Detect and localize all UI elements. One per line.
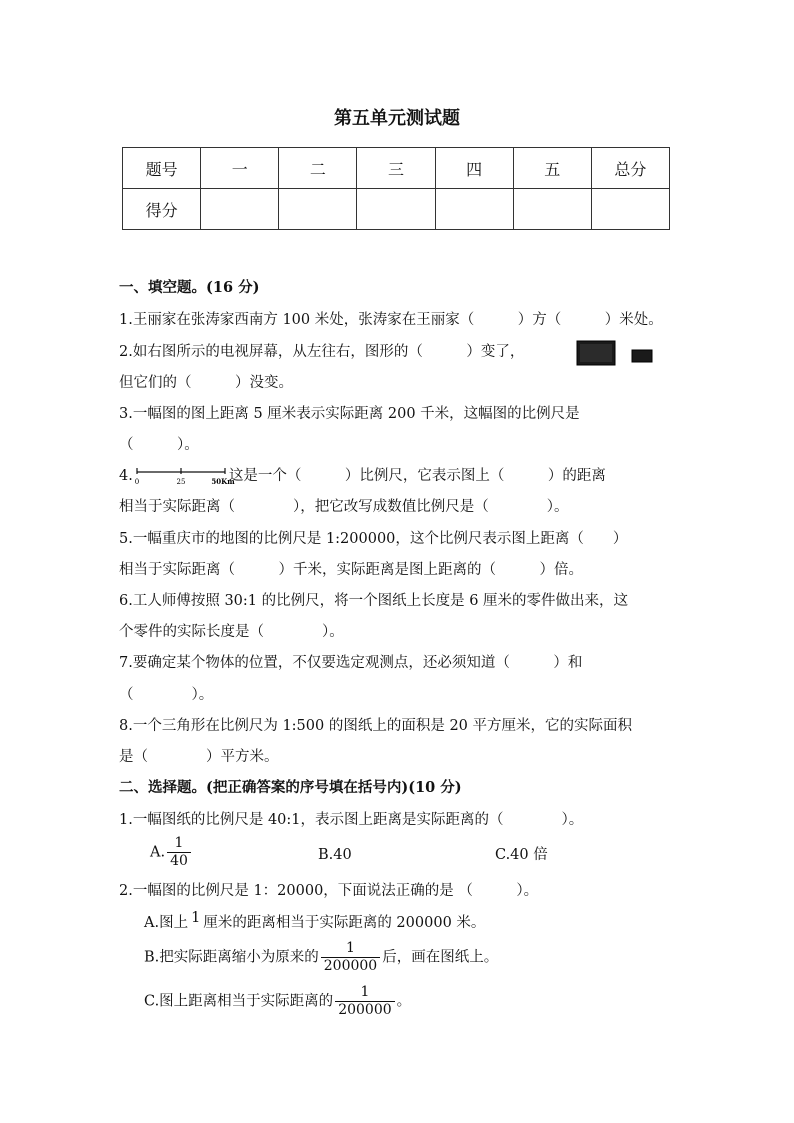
digit-one: 1 xyxy=(191,910,201,926)
tv-screens-figure xyxy=(576,340,654,366)
question-2-1: 1.一幅图纸的比例尺是 40:1，表示图上距离是实际距离的（ ）。 xyxy=(119,812,584,828)
score-cell[interactable] xyxy=(435,189,513,230)
fraction-denominator: 200000 xyxy=(321,957,380,975)
header-cell: 二 xyxy=(279,148,357,189)
question-1-7b: （ ）。 xyxy=(119,687,214,703)
option-text: A.图上 xyxy=(144,915,189,931)
option-b[interactable]: B.40 xyxy=(318,847,352,863)
option-text: 。 xyxy=(396,993,412,1010)
score-cell[interactable] xyxy=(279,189,357,230)
score-cell[interactable] xyxy=(513,189,591,230)
line-scale-figure xyxy=(133,466,235,486)
option-b[interactable] xyxy=(144,940,498,975)
question-1-2b: 但它们的（ ）没变。 xyxy=(119,375,293,391)
score-cell[interactable] xyxy=(357,189,435,230)
fraction-numerator: 1 xyxy=(360,984,370,1000)
score-cell[interactable] xyxy=(591,189,669,230)
header-cell: 一 xyxy=(201,148,279,189)
row-label: 得分 xyxy=(123,189,201,230)
header-cell: 题号 xyxy=(123,148,201,189)
fraction-denominator: 200000 xyxy=(335,1001,394,1019)
question-1-6a: 6.工人师傅按照 30:1 的比例尺，将一个图纸上长度是 6 厘米的零件做出来，这 xyxy=(119,593,629,609)
fraction xyxy=(321,940,380,975)
option-a[interactable] xyxy=(144,910,486,933)
score-cell[interactable] xyxy=(201,189,279,230)
score-table-score-row xyxy=(123,189,670,230)
question-1-8b: 是（ ）平方米。 xyxy=(119,749,279,765)
question-text: 这是一个（ ）比例尺，它表示图上（ ）的距离 xyxy=(228,468,606,484)
header-cell: 五 xyxy=(513,148,591,189)
option-c[interactable]: C.40 倍 xyxy=(495,847,548,863)
question-1-4b: 相当于实际距离（ ），把它改写成数值比例尺是（ ）。 xyxy=(119,499,569,515)
question-1-1: 1.王丽家在张涛家西南方 100 米处，张涛家在王丽家（ ）方（ ）米处。 xyxy=(119,312,663,328)
option-c[interactable] xyxy=(144,984,411,1019)
question-1-6b: 个零件的实际长度是（ ）。 xyxy=(119,624,344,640)
fraction xyxy=(167,835,191,870)
question-number: 4. xyxy=(119,468,133,484)
option-text: B.把实际距离缩小为原来的 xyxy=(144,949,319,966)
scale-label: 25 xyxy=(176,478,186,486)
section2-heading: 二、选择题。(把正确答案的序号填在括号内)(10 分) xyxy=(119,779,462,796)
score-table xyxy=(122,147,670,230)
question-1-7a: 7.要确定某个物体的位置，不仅要选定观测点，还必须知道（ ）和 xyxy=(119,655,583,671)
score-table-header-row xyxy=(123,148,670,189)
option-a[interactable] xyxy=(150,835,193,870)
option-text: 后，画在图纸上。 xyxy=(382,949,499,966)
small-tv-screen xyxy=(632,350,652,362)
question-1-3a: 3.一幅图的图上距离 5 厘米表示实际距离 200 千米，这幅图的比例尺是 xyxy=(119,406,580,422)
header-cell: 三 xyxy=(357,148,435,189)
fraction-denominator: 40 xyxy=(167,852,191,870)
large-tv-inner xyxy=(580,344,612,362)
fraction xyxy=(335,984,394,1019)
scale-label: 50Km xyxy=(211,477,235,486)
page-title: 第五单元测试题 xyxy=(334,108,460,129)
option-label: A. xyxy=(150,844,166,861)
fraction-numerator: 1 xyxy=(174,835,184,851)
question-1-5a: 5.一幅重庆市的地图的比例尺是 1:200000，这个比例尺表示图上距离（ ） xyxy=(119,531,628,547)
question-2-2: 2.一幅图的比例尺是 1：20000，下面说法正确的是 （ ）。 xyxy=(119,883,539,899)
question-1-4a xyxy=(119,466,606,486)
question-1-5b: 相当于实际距离（ ）千米，实际距离是图上距离的（ ）倍。 xyxy=(119,562,583,578)
option-text: 厘米的距离相当于实际距离的 200000 米。 xyxy=(203,915,486,931)
question-1-2a: 2.如右图所示的电视屏幕，从左往右，图形的（ ）变了， xyxy=(119,344,525,360)
fraction-numerator: 1 xyxy=(346,940,355,956)
question-1-8a: 8.一个三角形在比例尺为 1:500 的图纸上的面积是 20 平方厘米，它的实际面积 xyxy=(119,718,633,734)
header-cell: 总分 xyxy=(591,148,669,189)
section1-heading: 一、填空题。(16 分) xyxy=(119,279,260,296)
question-1-3b: （ ）。 xyxy=(119,437,199,453)
option-text: C.图上距离相当于实际距离的 xyxy=(144,993,334,1010)
header-cell: 四 xyxy=(435,148,513,189)
scale-label: 0 xyxy=(134,478,140,486)
